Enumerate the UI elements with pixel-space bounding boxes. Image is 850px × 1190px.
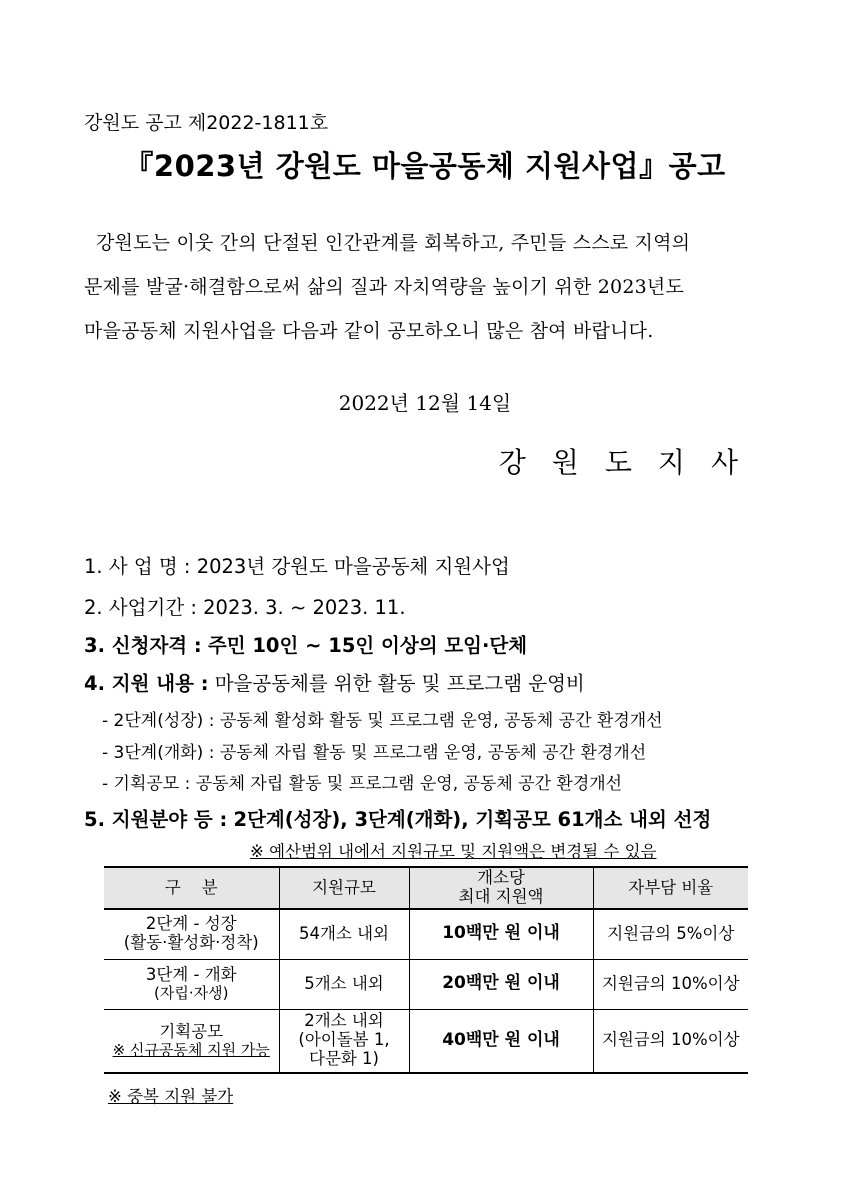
header-scale: 지원규모	[279, 867, 409, 909]
category-line1: 3단계 - 개화	[145, 964, 237, 984]
header-max-amount-line2: 최대 지원액	[458, 887, 544, 906]
sub-item-stage2: - 2단계(성장) : 공동체 활성화 활동 및 프로그램 운영, 공동체 공간 환경개선	[102, 711, 663, 731]
support-table	[104, 866, 748, 1074]
cell-self-ratio: 지원금의 10%이상	[593, 959, 748, 1009]
header-max-amount	[409, 867, 593, 909]
table-row	[104, 1009, 748, 1073]
category-line1: 2단계 - 성장	[145, 914, 237, 934]
scale-line3: 다문화 1)	[309, 1049, 379, 1069]
item-value: 마을공동체를 위한 활동 및 프로그램 운영비	[214, 672, 585, 695]
budget-note: ※ 예산범위 내에서 지원규모 및 지원액은 변경될 수 있음	[250, 842, 657, 861]
header-self-ratio: 자부담 비율	[593, 867, 748, 909]
sub-item-planning: - 기획공모 : 공동체 자립 활동 및 프로그램 운영, 공동체 공간 환경개선	[102, 774, 623, 794]
issuer-name: 강원도지사	[498, 446, 764, 479]
intro-line-2: 문제를 발굴·해결함으로써 삶의 질과 자치역량을 높이기 위한 2023년도	[84, 276, 685, 298]
cell-category	[104, 959, 279, 1009]
cell-scale: 5개소 내외	[279, 959, 409, 1009]
table-row	[104, 959, 748, 1009]
notice-number: 강원도 공고 제2022-1811호	[84, 112, 329, 134]
category-line1: 기획공모	[159, 1021, 224, 1041]
item-label: 3. 신청자격 :	[84, 634, 202, 657]
page-title: 『2023년 강원도 마을공동체 지원사업』공고	[124, 149, 726, 183]
scale-line2: (아이돌봄 1,	[298, 1030, 390, 1050]
item-label: 4. 지원 내용 :	[84, 672, 209, 695]
cell-scale: 54개소 내외	[279, 909, 409, 959]
item-value: 2023년 강원도 마을공동체 지원사업	[196, 555, 510, 578]
item-value: 주민 10인 ~ 15인 이상의 모임·단체	[207, 634, 528, 657]
category-line2: (자립·자생)	[154, 983, 229, 1002]
category-line2: (활동·활성화·정착)	[123, 933, 259, 953]
item-eligibility	[84, 630, 527, 658]
item-project-period	[84, 592, 406, 620]
item-project-name	[84, 551, 510, 579]
sub-item-stage3: - 3단계(개화) : 공동체 자립 활동 및 프로그램 운영, 공동체 공간 환경개선	[102, 743, 647, 763]
item-label: 2. 사업기간 :	[84, 596, 197, 619]
intro-line-1: 강원도는 이웃 간의 단절된 인간관계를 회복하고, 주민들 스스로 지역의	[96, 232, 691, 254]
item-value: 2023. 3. ~ 2023. 11.	[203, 596, 406, 619]
category-line2: ※ 신규공동체 지원 가능	[112, 1040, 270, 1059]
intro-line-3: 마을공동체 지원사업을 다음과 같이 공모하오니 많은 참여 바랍니다.	[84, 320, 654, 342]
item-value: 2단계(성장), 3단계(개화), 기획공모 61개소 내외 선정	[233, 808, 712, 831]
cell-max-amount: 40백만 원 이내	[409, 1009, 593, 1073]
item-support-field	[84, 804, 711, 832]
item-label: 5. 지원분야 등 :	[84, 808, 228, 831]
cell-max-amount: 10백만 원 이내	[409, 909, 593, 959]
table-header-row	[104, 867, 748, 909]
cell-scale	[279, 1009, 409, 1073]
cell-self-ratio: 지원금의 5%이상	[593, 909, 748, 959]
duplicate-note: ※ 중복 지원 불가	[108, 1087, 234, 1106]
cell-self-ratio: 지원금의 10%이상	[593, 1009, 748, 1073]
cell-category	[104, 909, 279, 959]
header-max-amount-line1: 개소당	[477, 868, 525, 888]
cell-category	[104, 1009, 279, 1073]
notice-date: 2022년 12월 14일	[338, 391, 512, 415]
header-category: 구 분	[104, 867, 279, 909]
table-row	[104, 909, 748, 959]
item-label: 1. 사 업 명 :	[84, 555, 191, 578]
item-support-content	[84, 668, 585, 696]
cell-max-amount: 20백만 원 이내	[409, 959, 593, 1009]
scale-line1: 2개소 내외	[304, 1011, 384, 1031]
